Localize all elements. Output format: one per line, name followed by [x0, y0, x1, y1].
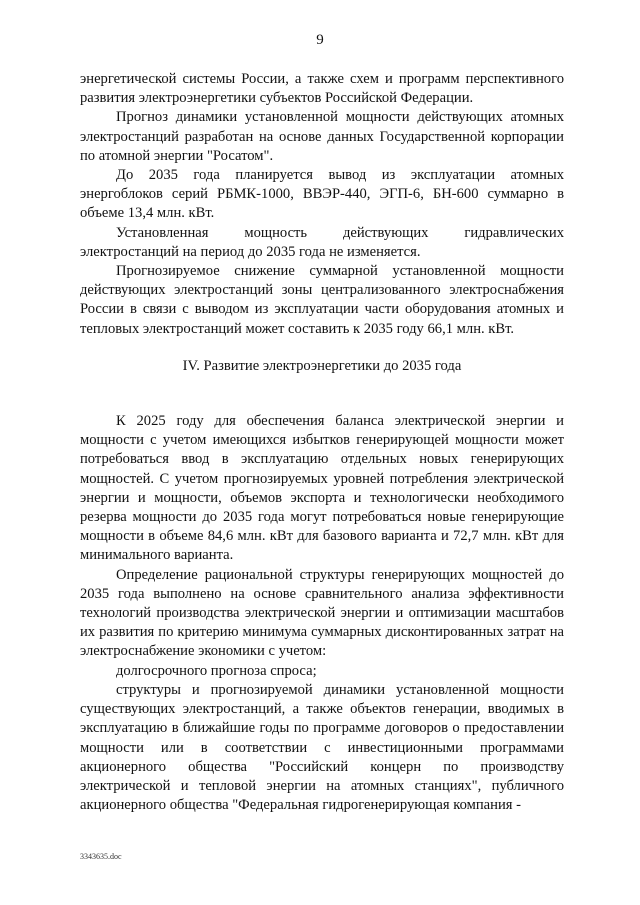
- paragraph: структуры и прогнозируемой динамики установленной мощности существующих электростанций, а также объектов генерации, вводимых в эксплуатацию в ближайшие годы по программе договоров о предоставлении мощности или в соответствии с инвестиционными программами акционерного общества "Российский концерн по производству электрической и тепловой энергии на атомных станциях", публичного акционерного общества "Федеральная гидрогенерирующая компания -: [80, 681, 564, 814]
- paragraph: К 2025 году для обеспечения баланса электрической энергии и мощности с учетом имеющихся избытков генерирующей мощности может потребоваться ввод в эксплуатацию отдельных новых генерирующих мощностей. С учетом прогнозируемых уровней потребления электрической энергии и мощности, объемов экспорта и технологически необходимого резерва мощности до 2035 года могут потребоваться новые генерирующие мощности в объеме 84,6 млн. кВт для базового варианта и 72,7 млн. кВт для минимального варианта.: [80, 413, 564, 564]
- paragraph: долгосрочного прогноза спроса;: [116, 662, 317, 679]
- page-number: 9: [316, 32, 324, 48]
- paragraphs-after-heading: [80, 412, 564, 815]
- paragraph: Определение рациональной структуры генерирующих мощностей до 2035 года выполнено на основе сравнительного анализа эффективности технологий производства электрической энергии и оптимизации масштабов их развития по критерию минимума суммарных дисконтированных затрат на электроснабжение экономики с учетом:: [80, 566, 564, 660]
- paragraphs-before-heading: [80, 70, 564, 339]
- paragraph: Прогноз динамики установленной мощности действующих атомных электростанций разработан на основе данных Государственной корпорации по атомной энергии "Росатом".: [80, 109, 564, 164]
- paragraph: До 2035 года планируется вывод из эксплуатации атомных энергоблоков серий РБМК-1000, ВВЭР-440, ЭГП-6, БН-600 суммарно в объеме 13,4 млн. кВт.: [80, 167, 564, 222]
- paragraph: энергетической системы России, а также схем и программ перспективного развития электроэнергетики субъектов Российской Федерации.: [80, 71, 564, 107]
- document-body: [80, 70, 564, 815]
- footer-filename: 3343635.doc: [80, 852, 122, 861]
- paragraph: Прогнозируемое снижение суммарной установленной мощности действующих электростанций зоны централизованного электроснабжения России в связи с выводом из эксплуатации части оборудования атомных и тепловых электростанций может составить к 2035 году 66,1 млн. кВт.: [80, 263, 564, 337]
- paragraph: Установленная мощность действующих гидравлических электростанций на период до 2035 года не изменяется.: [80, 224, 564, 260]
- section-heading: IV. Развитие электроэнергетики до 2035 года: [182, 357, 462, 374]
